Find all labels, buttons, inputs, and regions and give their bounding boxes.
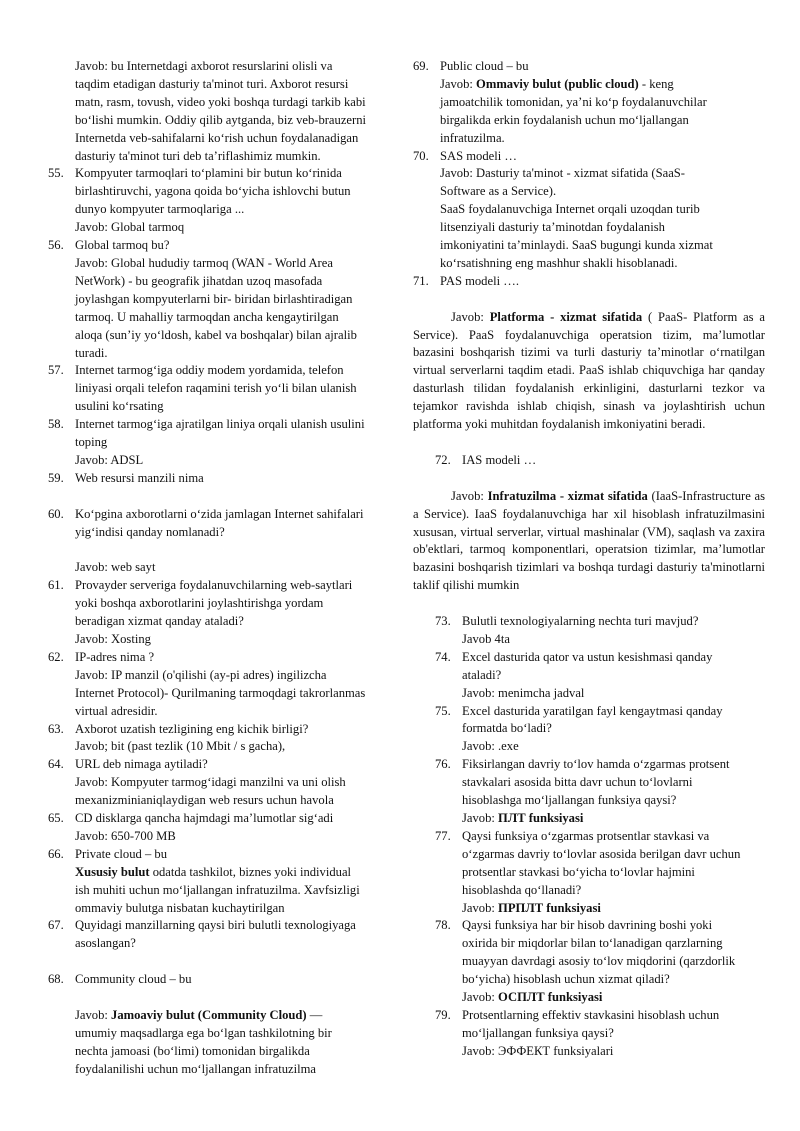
- intro-answer: Javob: bu Internetdagi axborot resurslarini olisli va taqdim etadigan dasturiy ta'minot turi. Axborot resursi matn, rasm, tovush, video yoki boshqa turdagi tarkib kabi bo‘lishi mumkin. Oddiy qilib aytganda, biz veb-brauzerni Internetda veb-sahifalarni ko‘rish uchun foydalanadigan dasturiy ta'minot turi deb ta’riflashimiz mumkin.: [75, 59, 366, 163]
- question-61: 61. Provayder serveriga foydalanuvchilarning web-saytlari yoki boshqa axborotlarini joylashtirishga yordam beradigan xizmat qanday ataladi? Javob: Xosting: [48, 578, 353, 646]
- question-66: 66. Private cloud – bu Xususiy bulut odatda tashkilot, biznes yoki individual ish muhiti uchun mo‘ljallangan infratuzilma. Xavfsizligi ommaviy bulutga nisbatan kuchaytirilgan: [48, 846, 360, 915]
- question-65: 65. CD disklarga qancha hajmdagi ma’lumotlar sig‘adi Javob: 650-700 MB: [48, 811, 334, 843]
- question-56: 56. Global tarmoq bu? Javob: Global hududiy tarmoq (WAN - World Area NetWork) - bu geografik jihatdan uzoq masofada joylashgan kompyuterlarni bir- biridan birlashtiradigan tarmoq. U mahalliy tarmoqdan ancha kengaytirilgan aloqa (sun’iy yo‘ldosh, kabel va boshqalar) bilan ajralib turadi.: [48, 238, 357, 360]
- question-77: 77. Qaysi funksiya o‘zgarmas protsentlar stavkasi va o‘zgarmas davriy to‘lovlar asosida berilgan davr uchun protsentlar stavkasi bo‘yicha to‘lovlar hajmini hisoblashda qo‘llanadi? Javob: ПРПЛТ funksiyasi: [435, 828, 741, 915]
- question-68: 68. Community cloud – bu: [48, 972, 192, 987]
- question-list-73-79: [413, 613, 765, 1061]
- question-71: 71. PAS modeli ….: [413, 273, 519, 288]
- right-column: [413, 58, 765, 1061]
- question-70: 70. SAS modeli … Javob: Dasturiy ta'minot - xizmat sifatida (SaaS- Software as a Service). SaaS foydalanuvchiga Internet orqali uzoqdan turib litsenziyali dasturiy ta’minotdan foydalanish imkoniyatini ta’minlaydi. SaaS bugungi kunda xizmat ko‘rsatishning eng mashhur shakli hisoblanadi.: [413, 148, 713, 270]
- paas-answer: Javob: Platforma - xizmat sifatida ( PaaS- Platform as a Service). PaaS foydalanuvchiga operatsion tizim, ma’lumotlar bazasini boshqarish tizimi va turli dasturiy ta’minotlar o‘rnatilgan virtual serverlarni taqdim etadi. PaaS ishlab chiquvchiga har qanday dasturlash tilidan foydalanish erkinligini, dasturlarni tezkor va tejamkor ravishda ishlab chiqish, sinash va joylashtirish uchun platforma yoki muhitdan foydalanish imkoniyatini beradi.: [413, 309, 765, 432]
- question-64: 64. URL deb nimaga aytiladi? Javob: Kompyuter tarmog‘idagi manzilni va uni olish mexanizminianiqlaydigan web resurs uchun havola: [48, 757, 346, 808]
- iaas-answer: Javob: Infratuzilma - xizmat sifatida (IaaS-Infrastructure as a Service). IaaS foydalanuvchiga har xil hisoblash infratuzilmasini xususan, virtual serverlar, virtual mashinalar (VM), saqlash va zaxira ob'ektlari, tarmoq komponentlari, operatsion tizimlar, ma’lumotlar bazasini boshqarish tizimlari va boshqa turdagi dasturiy ta'minotlarni taklif qilishi mumkin: [413, 488, 766, 593]
- answer-60: Javob: web sayt: [75, 560, 156, 575]
- question-79: 79. Protsentlarning effektiv stavkasini hisoblash uchun mo‘ljallangan funksiya qaysi? Javob: ЭФФЕКТ funksiyalari: [435, 1007, 720, 1058]
- question-67: 67. Quyidagi manzillarning qaysi biri bulutli texnologiyaga asoslangan?: [48, 918, 356, 951]
- question-62: 62. IP-adres nima ? Javob: IP manzil (o'qilishi (ay-pi adres) ingilizcha Internet Protocol)- Qurilmaning tarmoqdagi takrorlanmas virtual adresidir.: [48, 649, 366, 718]
- question-57: 57. Internet tarmog‘iga oddiy modem yordamida, telefon liniyasi orqali telefon raqamini terish yo‘li bilan ulanish usulini ko‘rsating: [48, 363, 357, 414]
- left-column: [48, 58, 382, 1079]
- question-74: 74. Excel dasturida qator va ustun kesishmasi qanday ataladi? Javob: menimcha jadval: [435, 649, 713, 700]
- question-63: 63. Axborot uzatish tezligining eng kichik birligi? Javob; bit (past tezlik (10 Mbit / s gacha),: [48, 721, 309, 754]
- question-60: 60. Ko‘pgina axborotlarni o‘zida jamlagan Internet sahifalari yig‘indisi qanday nomlanadi?: [48, 506, 364, 539]
- question-69: 69. Public cloud – bu Javob: Ommaviy bulut (public cloud) - keng jamoatchilik tomonidan, ya’ni ko‘p foydalanuvchilar birgalikda erkin foydalanish uchun mo‘ljallangan infratuzilma.: [413, 59, 707, 145]
- answer-68: Javob: Jamoaviy bulut (Community Cloud) — umumiy maqsadlarga ega bo‘lgan tashkilotning bir nechta jamoasi (bo‘limi) tomonidan birgalikda foydalanilishi uchun mo‘ljallangan infratuzilma: [75, 1007, 332, 1076]
- question-59: 59. Web resursi manzili nima: [48, 470, 204, 485]
- question-72: 72. IAS modeli …: [435, 452, 537, 467]
- question-76: 76. Fiksirlangan davriy to‘lov hamda o‘zgarmas protsent stavkalari asosida bitta davr uchun to‘lovlarni hisoblashga mo‘ljallangan funksiya qaysi? Javob: ПЛТ funksiyasi: [435, 757, 730, 825]
- question-78: 78. Qaysi funksiya har bir hisob davrining boshi yoki oxirida bir miqdorlar bilan to‘lanadigan qarzlarning muayyan davrdagi asosiy to‘lov miqdorini (qarzdorlik bo‘yicha) hisoblash uchun xizmat qiladi? Javob: ОСПЛТ funksiyasi: [435, 918, 736, 1005]
- question-55: 55. Kompyuter tarmoqlari to‘plamini bir butun ko‘rinida birlashtiruvchi, yagona qoida bo‘yicha ishlovchi butun dunyo kompyuter tarmoqlariga ... Javob: Global tarmoq: [48, 166, 351, 235]
- question-75: 75. Excel dasturida yaratilgan fayl kengaytmasi qanday formatda bo‘ladi? Javob: .exe: [435, 703, 723, 754]
- question-73: 73. Bulutli texnologiyalarning nechta turi mavjud? Javob 4ta: [435, 614, 699, 646]
- question-58: 58. Internet tarmog‘iga ajratilgan liniya orqali ulanish usulini toping Javob: ADSL: [48, 417, 365, 467]
